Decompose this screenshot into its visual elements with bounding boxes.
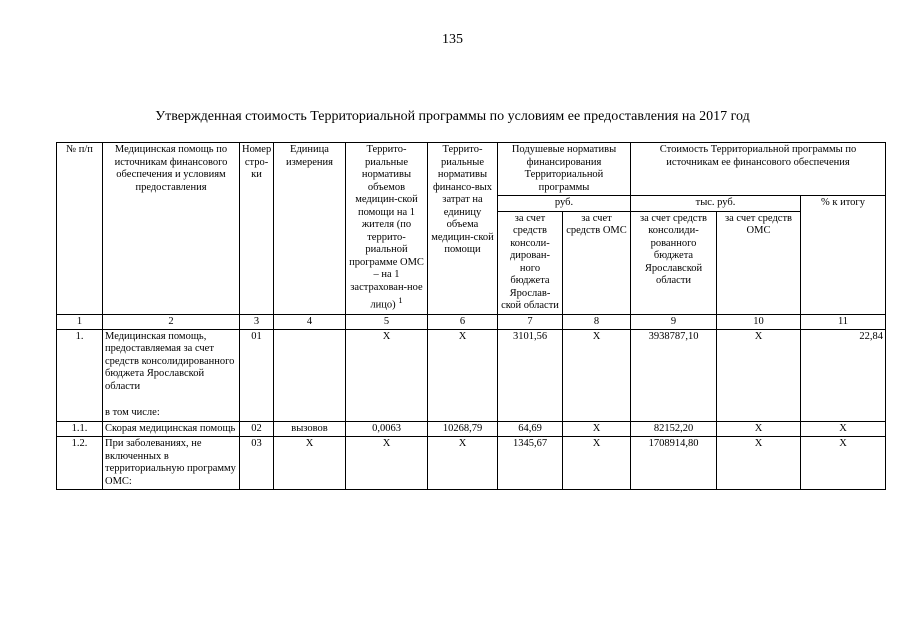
column-number: 5 — [346, 314, 428, 329]
row-norm-cost: 10268,79 — [428, 421, 498, 437]
table-row — [57, 421, 886, 437]
header-unit-rub: руб. — [498, 196, 631, 212]
row-norm-volume: X — [346, 329, 428, 421]
header-cost-oms: за счет средств ОМС — [717, 211, 801, 314]
column-number: 6 — [428, 314, 498, 329]
column-number-row — [57, 314, 886, 329]
page-number: 135 — [442, 32, 463, 47]
header-unit: Единица измерения — [274, 143, 346, 315]
footnote-marker: 1 — [398, 295, 403, 305]
header-per-capita-group: Подушевые нормативы финансирования Территориальной программы — [498, 143, 631, 196]
row-num: 1. — [57, 329, 103, 421]
header-per-capita-oms: за счет средств ОМС — [563, 211, 631, 314]
row-pc-oms: X — [563, 421, 631, 437]
column-number: 8 — [563, 314, 631, 329]
column-number: 10 — [717, 314, 801, 329]
column-number: 11 — [801, 314, 886, 329]
row-norm-cost: X — [428, 329, 498, 421]
row-cost-budget: 82152,20 — [631, 421, 717, 437]
row-cost-budget: 1708914,80 — [631, 437, 717, 490]
row-cost-oms: X — [717, 437, 801, 490]
row-subtitle: в том числе: — [105, 407, 160, 418]
header-cost-budget: за счет средств консолиди-рованного бюджета Ярославской области — [631, 211, 717, 314]
row-name: При заболеваниях, не включенных в территориальную программу ОМС: — [103, 437, 240, 490]
row-percent: 22,84 — [801, 329, 886, 421]
row-num: 1.2. — [57, 437, 103, 490]
header-percent: % к итогу — [801, 196, 886, 315]
row-name-text: Медицинская помощь, предоставляемая за счет средств консолидированного бюджета Ярославской области — [105, 330, 235, 392]
column-number: 7 — [498, 314, 563, 329]
header-medical-care: Медицинская помощь по источникам финансового обеспечения и условиям предоставления — [103, 143, 240, 315]
row-percent: X — [801, 437, 886, 490]
row-norm-volume: 0,0063 — [346, 421, 428, 437]
column-number: 4 — [274, 314, 346, 329]
header-program-cost-group: Стоимость Территориальной программы по источникам ее финансового обеспечения — [631, 143, 886, 196]
cost-table — [56, 142, 886, 490]
column-number: 2 — [103, 314, 240, 329]
header-volume-norms-text: Террито-риальные нормативы объемов медицин-ской помощи на 1 жителя (по террито-риальной программе ОМС – на 1 застрахован-ное лицо) — [349, 144, 424, 311]
row-line: 03 — [240, 437, 274, 490]
column-number: 9 — [631, 314, 717, 329]
row-percent: X — [801, 421, 886, 437]
header-cost-norms: Террито-риальные нормативы финансо-вых затрат на единицу объема медицин-ской помощи — [428, 143, 498, 315]
header-per-capita-budget: за счет средств консоли-дирован-ного бюджета Ярослав-ской области — [498, 211, 563, 314]
row-norm-volume: X — [346, 437, 428, 490]
row-line: 02 — [240, 421, 274, 437]
row-unit: X — [274, 437, 346, 490]
header-unit-thousand-rub: тыс. руб. — [631, 196, 801, 212]
row-cost-budget: 3938787,10 — [631, 329, 717, 421]
header-line-number: Номер стро-ки — [240, 143, 274, 315]
row-pc-oms: X — [563, 437, 631, 490]
row-line: 01 — [240, 329, 274, 421]
row-num: 1.1. — [57, 421, 103, 437]
column-number: 3 — [240, 314, 274, 329]
row-name — [103, 329, 240, 421]
row-pc-budget: 3101,56 — [498, 329, 563, 421]
row-pc-oms: X — [563, 329, 631, 421]
row-unit — [274, 329, 346, 421]
header-volume-norms — [346, 143, 428, 315]
page-title: Утвержденная стоимость Территориальной программы по условиям ее предоставления на 2017 год — [155, 109, 750, 124]
row-norm-cost: X — [428, 437, 498, 490]
row-name: Скорая медицинская помощь — [103, 421, 240, 437]
row-cost-oms: X — [717, 329, 801, 421]
table-row — [57, 329, 886, 421]
row-cost-oms: X — [717, 421, 801, 437]
row-pc-budget: 1345,67 — [498, 437, 563, 490]
header-num: № п/п — [57, 143, 103, 315]
table-row — [57, 437, 886, 490]
column-number: 1 — [57, 314, 103, 329]
row-unit: вызовов — [274, 421, 346, 437]
row-pc-budget: 64,69 — [498, 421, 563, 437]
